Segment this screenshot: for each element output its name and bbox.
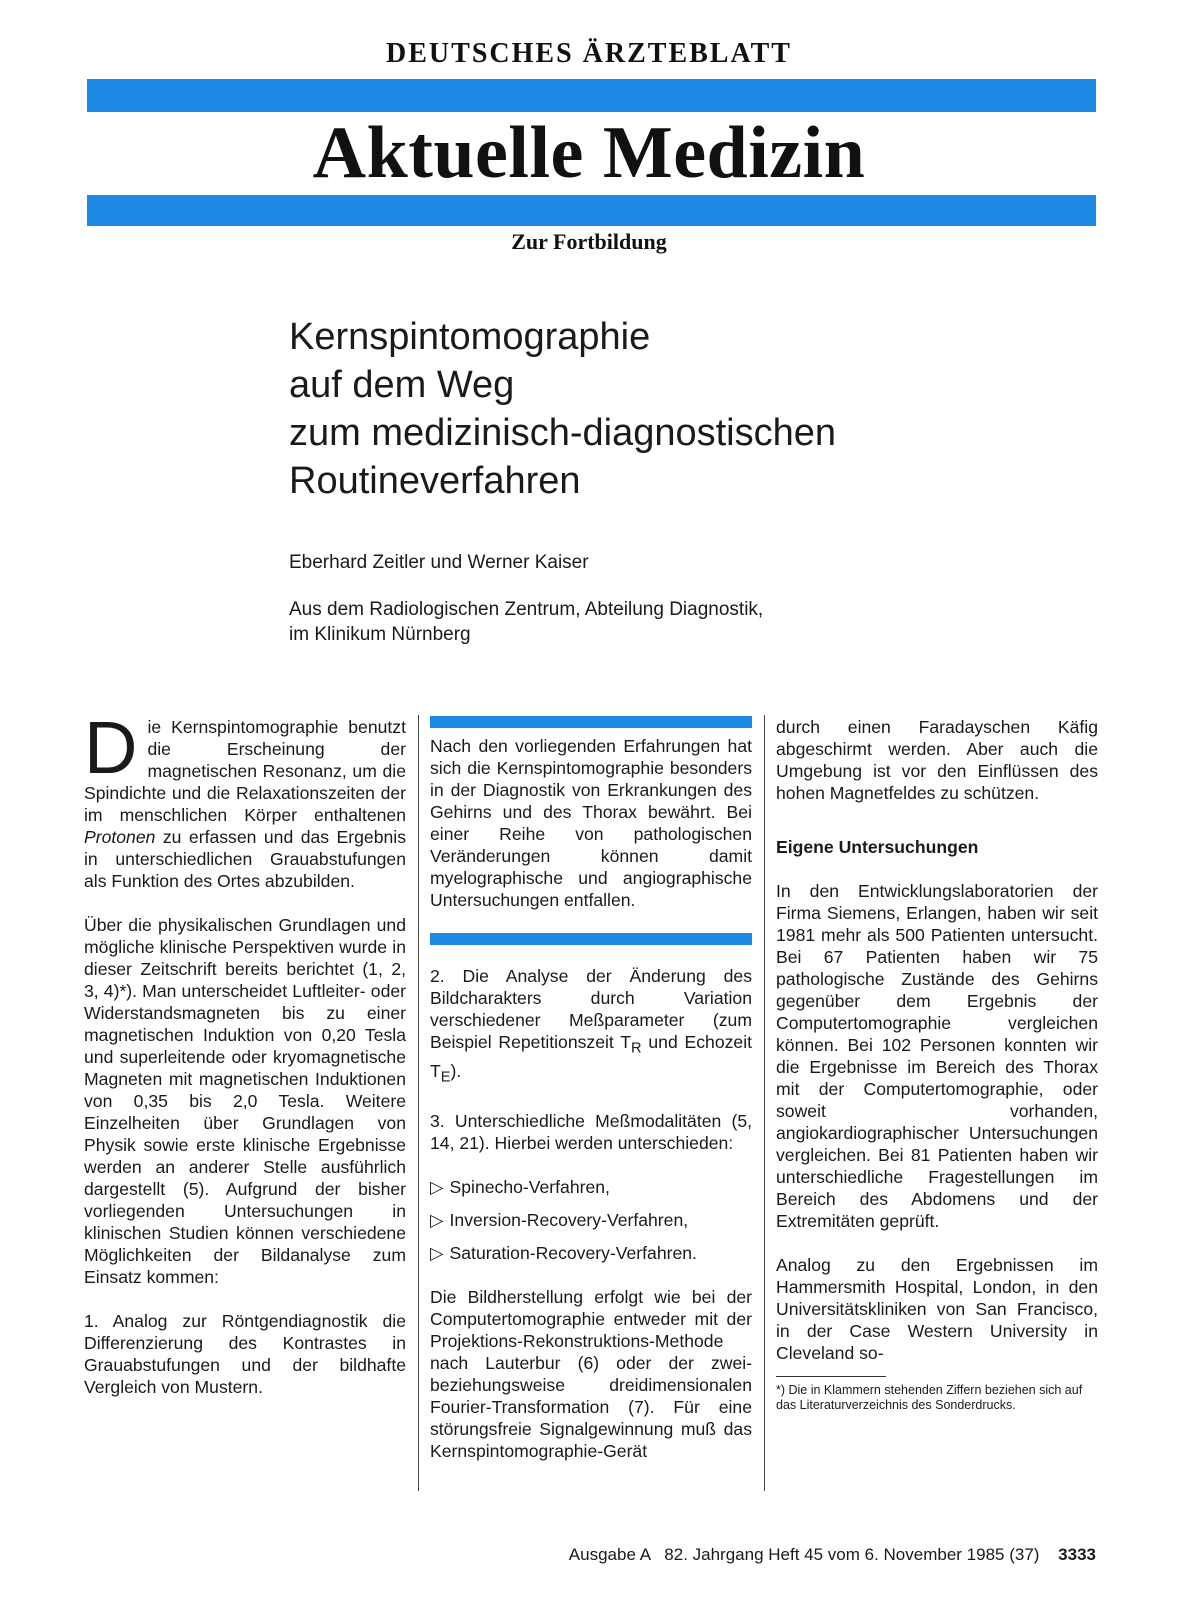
article-title-line: zum medizinisch-diagnostischen <box>289 412 837 454</box>
text-run: und Echozeit T <box>430 1032 752 1081</box>
paragraph: In den Entwicklungslaboratorien der Firma Siemens, Erlangen, haben wir seit 1981 mehr als 500 Patienten untersucht. Bei 67 Patienten haben wir 75 pathologische Zustände des Gehirns gegenüber dem Ergebnis der Computertomographie vergleichen können. Bei 102 Personen konnten wir die Ergebnisse im Bereich des Thorax mit der Computertomographie, oder soweit vorhanden, angiokardiographischer Untersuchungen vergleichen. Bei 81 Patienten haben wir unterschiedliche Fragestellungen im Bereich des Abdomens und der Extremitäten geprüft. <box>776 881 1098 1231</box>
list-item <box>430 1242 752 1264</box>
paragraph: durch einen Faradayschen Käfig abgeschirmt werden. Aber auch die Umgebung ist vor den Einflüssen des hohen Magnetfeldes zu schützen. <box>776 717 1098 803</box>
highlight-box-text: Nach den vorliegenden Erfahrungen hat sich die Kernspintomographie besonders in der Diagnostik von Erkrankungen des Gehirns und des Thorax bewährt. Bei einer Reihe von pathologischen Veränderungen können damit myelographische und angiographische Untersuchungen entfallen. <box>430 736 752 910</box>
highlight-rule-bottom <box>430 933 752 945</box>
text-run: ). <box>450 1060 462 1081</box>
paragraph: Die Bildherstellung erfolgt wie bei der Computertomographie entweder mit der Projektions-Rekonstruktions-Methode nach Lauterbur (6) oder der zwei- beziehungsweise dreidimensionalen Fourier-Transformation (7). Für eine störungsfreie Signalgewinnung muß das Kernspintomographie-Gerät <box>430 1287 752 1462</box>
article-title-line: auf dem Weg <box>289 364 515 406</box>
paragraph: Über die physikalischen Grundlagen und mögliche klinische Perspektiven wurde in dieser Zeitschrift bereits berichtet (1, 2, 3, 4)*). Man unterscheidet Luftleiter- oder Widerstandsmagneten bis zu einer magnetischen Induktion von 0,20 Tesla und superleitende oder kryomagnetische Magneten mit magnetischen Induktionen von 0,35 bis 2,0 Tesla. Weitere Einzelheiten über Grundlagen von Physik sowie erste klinische Ergebnisse werden an anderer Stelle ausführlich dargestellt (5). Aufgrund der bisher vorliegenden Untersuchungen in klinischen Studien können verschiedene Möglichkeiten der Bildanalyse zum Einsatz kommen: <box>84 915 406 1287</box>
affiliation-line: im Klinikum Nürnberg <box>289 624 471 645</box>
text-run: zu erfassen und das Ergebnis in unterschiedlichen Grauabstufungen als Funktion des Ortes abzubilden. <box>84 827 406 891</box>
paragraph: 1. Analog zur Röntgendiagnostik die Differenzierung des Kontrastes in Grauabstufungen und der bildhafte Vergleich von Mustern. <box>84 1311 406 1397</box>
triangle-bullet-icon: ▷ <box>430 1210 444 1231</box>
text-column-3 <box>776 716 1098 1413</box>
column-divider <box>764 715 765 1491</box>
page-footer <box>0 1545 1096 1565</box>
text-run: 2. Die Analyse der Änderung des Bildcharakters durch Variation verschiedener Meßparameter (zum Beispiel Repetitionszeit T <box>430 966 752 1052</box>
paragraph <box>430 965 752 1088</box>
subscript: R <box>631 1040 642 1057</box>
affiliation <box>289 597 989 647</box>
rubric: Zur Fortbildung <box>511 229 667 254</box>
page-number: 3333 <box>1058 1545 1096 1564</box>
affiliation-line: Aus dem Radiologischen Zentrum, Abteilung Diagnostik, <box>289 599 764 620</box>
subheading: Eigene Untersuchungen <box>776 837 979 857</box>
highlight-rule-top <box>430 716 752 728</box>
dropcap: D <box>84 706 138 789</box>
list-item-text: Spinecho-Verfahren, <box>449 1177 610 1198</box>
article-title-line: Kernspintomographie <box>289 316 651 358</box>
edition: Ausgabe A <box>568 1545 651 1564</box>
italic-term: Protonen <box>84 827 156 847</box>
authors: Eberhard Zeitler und Werner Kaiser <box>289 552 589 573</box>
intro-paragraph <box>84 706 406 892</box>
list-item <box>430 1209 752 1231</box>
text-run: ie Kernspintomographie benutzt die Erscheinung der magnetischen Resonanz, um die Spindichte und die Relaxationszeiten der im menschlichen Körper enthaltenen <box>84 717 406 825</box>
accent-bar-bottom <box>87 195 1096 226</box>
footnote-rule <box>776 1376 886 1377</box>
issue-info: 82. Jahrgang Heft 45 vom 6. November 1985 (37) <box>664 1545 1040 1564</box>
masthead: DEUTSCHES ÄRZTEBLATT <box>386 38 792 69</box>
section-title: Aktuelle Medizin <box>312 112 866 194</box>
text-column-1 <box>84 706 406 1420</box>
paragraph: Analog zu den Ergebnissen im Hammersmith Hospital, London, in den Universitätskliniken von San Francisco, in der Case Western University in Cleveland so- <box>776 1255 1098 1363</box>
column-divider <box>418 715 419 1491</box>
article-title-line: Routineverfahren <box>289 460 581 502</box>
list-item-text: Inversion-Recovery-Verfahren, <box>449 1210 689 1231</box>
article-title <box>289 313 1089 505</box>
list-item <box>430 1176 752 1198</box>
subscript: E <box>440 1069 451 1086</box>
footnote: *) Die in Klammern stehenden Ziffern beziehen sich auf das Literaturverzeichnis des Sonderdrucks. <box>776 1383 1083 1412</box>
text-column-2 <box>430 716 752 1484</box>
triangle-bullet-icon: ▷ <box>430 1177 444 1198</box>
list-item-text: Saturation-Recovery-Verfahren. <box>449 1243 697 1264</box>
paragraph: 3. Unterschiedliche Meßmodalitäten (5, 14, 21). Hierbei werden unterschieden: <box>430 1111 752 1154</box>
triangle-bullet-icon: ▷ <box>430 1243 444 1264</box>
